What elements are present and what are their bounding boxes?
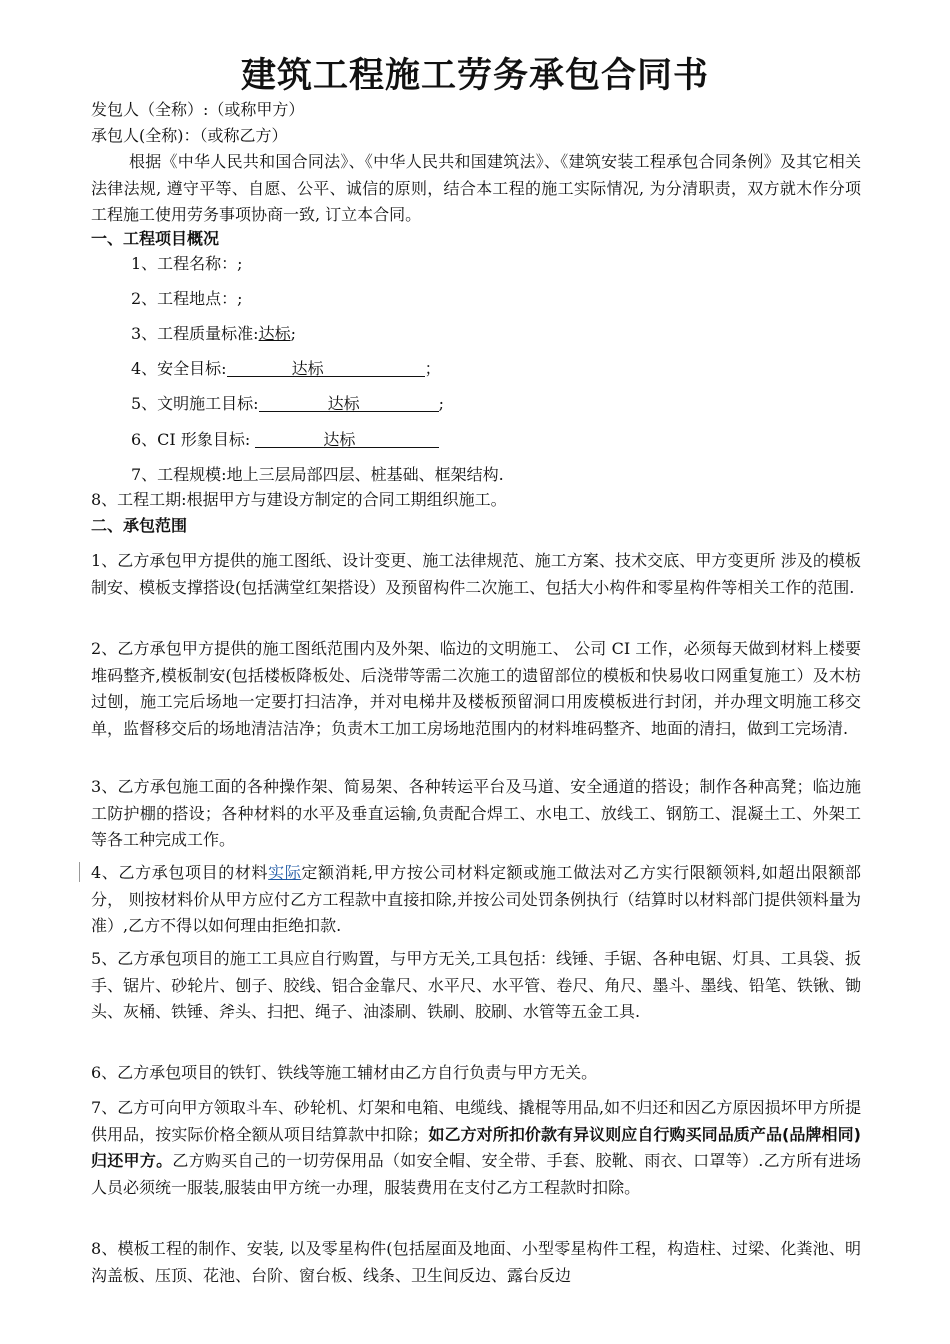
scope-paragraph-3: 3、乙方承包施工面的各种操作架、简易架、各种转运平台及马道、安全通道的搭设；制作各种高凳；临边施工防护棚的搭设；各种材料的水平及垂直运输,负责配合焊工、水电工、放线工、钢筋工、混凝土工、外架工等各工种完成工作。 [91,777,861,849]
civil-value: 达标 [327,394,360,413]
scope-paragraph-4 [91,860,861,940]
p7-text-b: 乙方购买自己的一切劳保用品（如安全帽、安全带、手套、胶靴、雨衣、口罩等）.乙方所有进场人员必须统一服装,服装由甲方统一办理，服装费用在支付乙方工程款时扣除。 [91,1151,861,1197]
scope-paragraph-6: 6、乙方承包项目的铁钉、铁线等施工辅材由乙方自行负责与甲方无关。 [91,1063,598,1082]
safety-blank [227,356,425,377]
quality-value: 达标 [258,324,291,343]
quality-end: ; [290,324,296,343]
scope-paragraph-8: 8、模板工程的制作、安装, 以及零星构件(包括屋面及地面、小型零星构件工程，构造柱、过梁、化粪池、明沟盖板、压顶、花池、台阶、窗台板、线条、卫生间反边、露台反边 [91,1239,861,1285]
p4-text-a: 4、乙方承包项目的材料 [91,863,269,882]
safety-label: 4、安全目标: [131,359,227,378]
item-project-period: 8、工程工期:根据甲方与建设方制定的合同工期组织施工。 [91,490,507,509]
section1-heading: 一、工程项目概况 [91,229,220,248]
p4-text-b: 定额消耗,甲方按公司材料定额或施工做法对乙方实行限额领料,如超出限额部分， 则按材料价从甲方应付乙方工程款中直接扣除,并按公司处罚条例执行（结算时以材料部门提供领料量为准）,乙方不得以如何理由拒绝扣款. [91,863,861,935]
item-quality-standard [131,321,296,347]
intro-paragraph: 根据《中华人民共和国合同法》、《中华人民共和国建筑法》、《建筑安装工程承包合同条例》及其它相关法律法规, 遵守平等、自愿、公平、诚信的原则，结合本工程的施工实际情况, 为分清职责，双方就木作分项工程施工使用劳务事项协商一致, 订立本合同。 [91,152,861,224]
item-project-scale: 7、工程规模:地上三层局部四层、桩基础、框架结构. [131,465,504,484]
quality-label: 3、工程质量标准: [131,324,259,343]
ci-label: 6、CI 形象目标: [131,430,251,449]
section2-heading: 二、承包范围 [91,516,188,535]
item-project-name: 1、工程名称：; [131,254,243,273]
party-a-line: 发包人（全称）:（或称甲方） [91,100,305,119]
p7-text-a: 7、乙方可向甲方领取斗车、砂轮机、灯架和电箱、电缆线、撬棍等用品,如不归还和因乙方原因损坏甲方所提供用品，按实际价格全额从项目结算款中扣除； [91,1098,861,1144]
civil-label: 5、文明施工目标: [131,394,259,413]
item-safety-target [131,356,441,382]
safety-end: ； [424,359,441,378]
scope-paragraph-1: 1、乙方承包甲方提供的施工图纸、设计变更、施工法律规范、施工方案、技术交底、甲方变更所 涉及的模板制安、模板支撑搭设(包括满堂红架搭设）及预留构件二次施工、包括大小构件和零星构件等相关工作的范围. [91,551,861,597]
ci-value: 达标 [323,430,356,449]
safety-value: 达标 [291,359,324,378]
document-title: 建筑工程施工劳务承包合同书 [240,56,709,96]
scope-paragraph-2: 2、乙方承包甲方提供的施工图纸范围内及外架、临边的文明施工、 公司 CI 工作，必须每天做到材料上楼要堆码整齐,模板制安(包括楼板降板处、后浇带等需二次施工的遗留部位的模板和快易收口网重复施工）及木枋过刨，施工完后场地一定要打扫洁净，并对电梯井及楼板预留洞口用废模板进行封闭，并办理文明施工移交单，监督移交后的场地清洁洁净；负责木工加工房场地范围内的材料堆码整齐、地面的清扫，做到工完场清. [91,639,861,738]
party-b-line: 承包人(全称)：（或称乙方） [91,126,288,145]
scope-paragraph-7 [91,1095,861,1201]
item-project-location: 2、工程地点：; [131,289,243,308]
p4-link[interactable]: 实际 [268,863,302,882]
scope-paragraph-5: 5、乙方承包项目的施工工具应自行购置，与甲方无关,工具包括：线锤、手锯、各种电锯、灯具、工具袋、扳手、锯片、砂轮片、刨子、胶线、铝合金靠尺、水平尺、水平管、卷尺、角尺、墨斗、墨线、铅笔、铁锹、锄头、灰桶、铁锤、斧头、扫把、绳子、油漆刷、铁刷、胶刷、水管等五金工具. [91,949,861,1021]
item-civil-target [131,391,444,417]
ci-blank [255,427,439,448]
p7-bold-text: 如乙方对所扣价款有异议则应自行购买同品质产品(品牌相同)归还甲方。 [91,1124,861,1170]
civil-blank [259,391,439,412]
civil-end: ; [438,394,444,413]
text-cursor [79,862,80,882]
item-ci-target [131,427,439,453]
